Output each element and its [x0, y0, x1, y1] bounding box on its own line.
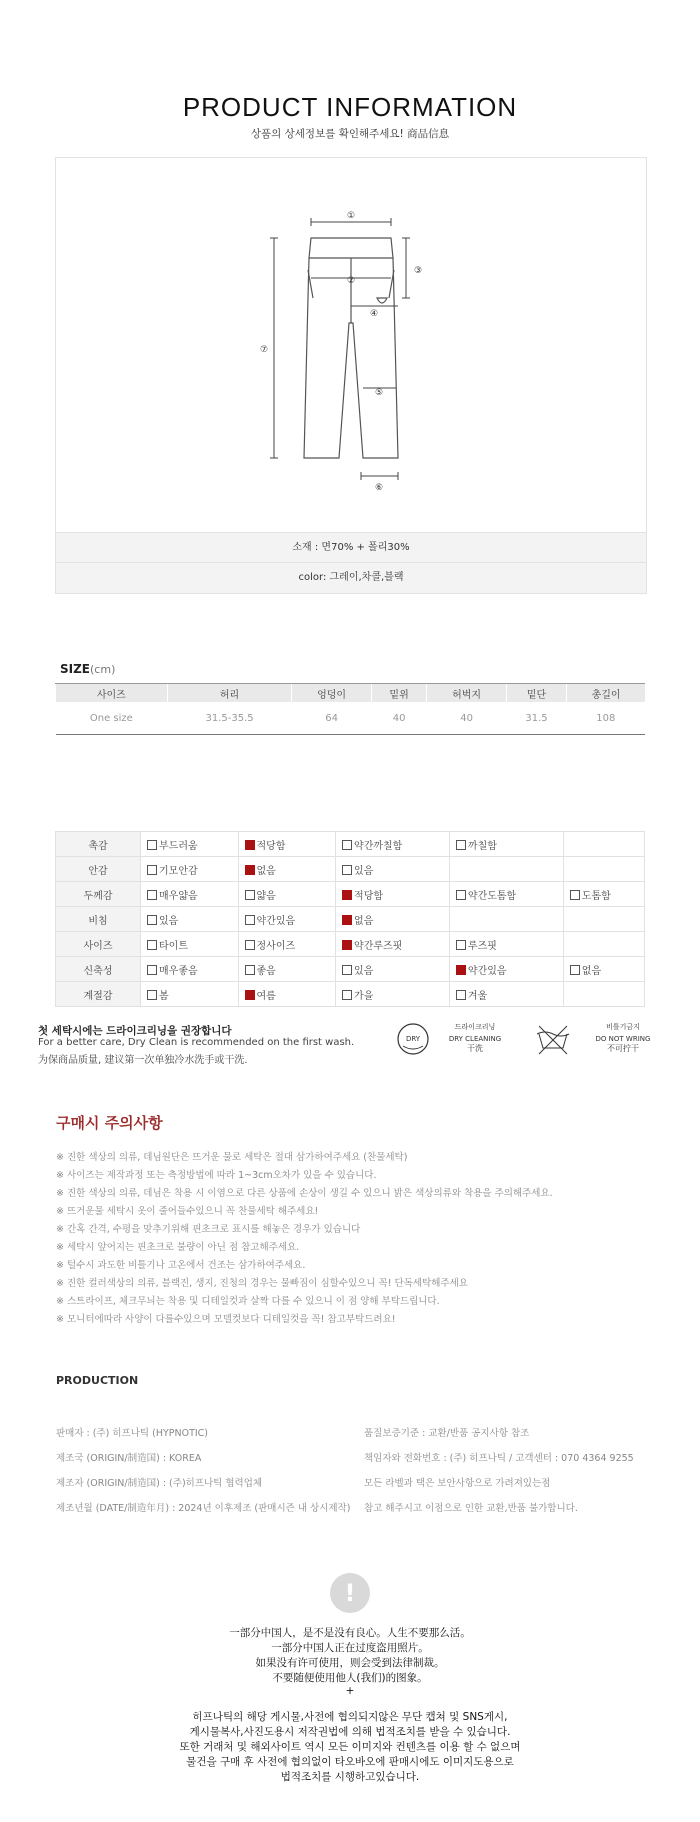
feel-option-cell — [563, 882, 644, 907]
pants-diagram-box — [55, 157, 647, 534]
feel-option-cell — [449, 982, 563, 1007]
checked-checkbox — [245, 840, 255, 850]
wash-notice: 첫 세탁시에는 드라이크리닝을 권장합니다 — [38, 1025, 232, 1037]
unchecked-checkbox — [245, 965, 255, 975]
feel-option-label: 없음 — [256, 865, 276, 877]
page-subtitle: 상품의 상세정보를 확인해주세요! 商品信息 — [250, 128, 450, 140]
production-info: 제조년월 (DATE/制造年月) : 2024년 이후제조 (판매시즌 내 상시제작) — [56, 1503, 351, 1514]
caution-title: 구매시 주의사항 — [56, 1114, 163, 1132]
feel-option-cell — [238, 982, 336, 1007]
unchecked-checkbox — [570, 965, 580, 975]
feel-option-cell — [563, 982, 644, 1007]
feel-option-label: 적당함 — [256, 840, 286, 852]
unchecked-checkbox — [245, 890, 255, 900]
notice-line: 물건을 구매 후 사전에 협의없이 타오바오에 판매시에도 이미지도용으로 — [186, 1756, 514, 1768]
unchecked-checkbox — [456, 940, 466, 950]
unchecked-checkbox — [147, 890, 157, 900]
unchecked-checkbox — [147, 865, 157, 875]
feel-option-label: 도톰함 — [581, 890, 611, 902]
caution-note: ※ 세탁시 앞어지는 핀초크로 불량이 아닌 점 참고해주세요. — [56, 1242, 300, 1253]
size-col-header: 엉덩이 — [292, 684, 372, 703]
production-info: 책임자와 전화번호 : (주) 히프나틱 / 고객센터 : 070 4364 9255 — [364, 1453, 634, 1464]
caution-note: ※ 진한 색상의 의류, 데님은 착용 시 이염으로 다른 상품에 손상이 생길 수 있으니 밝은 색상의류와 착용을 주의해주세요. — [56, 1188, 553, 1199]
unchecked-checkbox — [147, 940, 157, 950]
feel-option-cell — [563, 932, 644, 957]
production-info: 제조자 (ORIGIN/制造国) : (주)히프나틱 협력업체 — [56, 1478, 263, 1489]
feel-option-cell — [141, 932, 239, 957]
production-info: 모든 라벨과 택은 보안사항으로 가려져있는점 — [364, 1478, 551, 1489]
feel-option-cell — [449, 907, 563, 932]
feel-option-cell — [141, 857, 239, 882]
feel-option-label: 있음 — [354, 865, 374, 877]
feel-option-label: 있음 — [159, 915, 179, 927]
feel-option-cell — [449, 882, 563, 907]
size-cell: 64 — [292, 702, 372, 735]
unchecked-checkbox — [342, 990, 352, 1000]
checked-checkbox — [342, 890, 352, 900]
caution-note: ※ 스트라이프, 체크무늬는 착용 및 디테일컷과 살짝 다를 수 있으니 이 점 양해 부탁드립니다. — [56, 1296, 440, 1307]
exclamation-icon: ! — [330, 1573, 370, 1613]
unchecked-checkbox — [456, 890, 466, 900]
caution-note: ※ 뜨거운물 세탁시 옷이 줄어들수있으니 꼭 찬물세탁 해주세요! — [56, 1206, 319, 1217]
feel-option-cell — [449, 932, 563, 957]
feel-option-label: 약간있음 — [467, 965, 507, 977]
feel-option-label: 가을 — [354, 990, 374, 1002]
unchecked-checkbox — [456, 840, 466, 850]
production-info: 제조국 (ORIGIN/制造国) : KOREA — [56, 1453, 202, 1464]
feel-option-label: 약간루즈핏 — [354, 940, 403, 952]
feel-option-label: 좋음 — [256, 965, 276, 977]
size-table — [55, 683, 645, 735]
caution-note: ※ 진한 색상의 의류, 데님원단은 뜨거운 물로 세탁은 절대 삼가하여주세요 (찬물세탁) — [56, 1152, 408, 1163]
feel-row — [56, 882, 645, 907]
checked-checkbox — [342, 915, 352, 925]
label-5: ⑤ — [374, 388, 384, 398]
pants-measurement-diagram — [56, 158, 646, 533]
feel-option-cell — [336, 857, 450, 882]
feel-option-cell — [238, 907, 336, 932]
size-col-header: 밑위 — [371, 684, 427, 703]
feel-option-label: 기모안감 — [159, 865, 198, 877]
feel-option-cell — [336, 907, 450, 932]
feel-option-cell — [336, 957, 450, 982]
feel-option-label: 약간까칠함 — [354, 840, 403, 852]
wash-notice-en: For a better care, Dry Clean is recommended on the first wash. — [38, 1037, 355, 1048]
feel-option-cell — [141, 982, 239, 1007]
feel-option-cell — [238, 882, 336, 907]
feel-option-cell — [336, 982, 450, 1007]
production-info: 판매자 : (주) 히프나틱 (HYPNOTIC) — [56, 1428, 209, 1439]
size-heading: SIZE(cm) — [60, 662, 116, 676]
notice-line: 법적조치를 시행하고있습니다. — [280, 1771, 420, 1783]
feel-option-cell — [449, 857, 563, 882]
unchecked-checkbox — [570, 890, 580, 900]
svg-text:DRY: DRY — [405, 1035, 421, 1043]
caution-note: ※ 사이즈는 제작과정 또는 측정방법에 따라 1~3cm오차가 있을 수 있습니다. — [56, 1170, 377, 1181]
unchecked-checkbox — [147, 990, 157, 1000]
feel-label: 비침 — [56, 907, 141, 932]
unchecked-checkbox — [456, 990, 466, 1000]
feel-label: 안감 — [56, 857, 141, 882]
notice-line: 또한 거래처 및 해외사이트 역시 모든 이미지와 컨텐츠를 이용 할 수 없으며 — [179, 1741, 521, 1753]
dry-cleaning-icon: 드라이크리닝 DRY CLEANING 干洗 — [448, 1023, 502, 1053]
feel-option-label: 약간도톰함 — [467, 890, 517, 902]
feel-label: 사이즈 — [56, 932, 141, 957]
feel-row — [56, 932, 645, 957]
caution-note: ※ 털수시 과도한 비틀기나 고온에서 건조는 삼가하여주세요. — [56, 1260, 306, 1271]
wash-notice-cn: 为保商品质量, 建议第一次单独冷水洗手或干洗. — [38, 1055, 248, 1066]
size-col-header: 밑단 — [506, 684, 566, 703]
caution-note: ※ 모니터에따라 사양이 다를수있으며 모델컷보다 디테일컷을 꼭! 참고부탁드려요! — [56, 1314, 396, 1325]
material-row: 소재 : 면70% + 폴리30% — [55, 532, 647, 564]
feel-option-label: 없음 — [581, 965, 602, 977]
size-col-header: 허벅지 — [427, 684, 507, 703]
checked-checkbox — [245, 990, 255, 1000]
label-6: ⑥ — [374, 483, 384, 493]
unchecked-checkbox — [245, 915, 255, 925]
feel-option-label: 봄 — [159, 990, 169, 1002]
feel-row — [56, 857, 645, 882]
size-cell: 40 — [427, 702, 507, 735]
unchecked-checkbox — [342, 840, 352, 850]
feel-option-label: 매우얇음 — [159, 890, 198, 902]
feel-option-label: 까칠함 — [467, 840, 497, 852]
production-info: 참고 해주시고 이점으로 인한 교환,반품 불가합니다. — [364, 1503, 578, 1514]
size-cell: 40 — [371, 702, 427, 735]
feel-option-label: 루즈핏 — [467, 940, 497, 952]
feel-row — [56, 907, 645, 932]
notice-line: 一部分中国人，是不是没有良心。人生不要那么活。 — [229, 1627, 471, 1639]
notice-line: 게시물복사,사진도용시 저작권법에 의해 법적조치를 받을 수 있습니다. — [189, 1726, 511, 1738]
size-col-header: 사이즈 — [56, 684, 168, 703]
label-2: ② — [346, 276, 356, 286]
feel-option-label: 얇음 — [256, 890, 276, 902]
notice-line: 不要随便使用他人(我们)的图象。 — [272, 1672, 428, 1684]
feel-option-label: 매우좋음 — [159, 965, 198, 977]
unchecked-checkbox — [147, 965, 157, 975]
dry-clean-icon — [383, 1022, 443, 1058]
feel-row — [56, 957, 645, 982]
production-info: 품질보증기준 : 교환/반품 공지사항 참조 — [364, 1428, 530, 1439]
label-3: ③ — [413, 266, 423, 276]
notice-line: + — [345, 1685, 355, 1697]
feel-option-label: 적당함 — [354, 890, 384, 902]
label-7: ⑦ — [259, 345, 269, 355]
caution-note: ※ 진한 컬러색상의 의류, 블랙진, 생지, 진청의 경우는 물빠짐이 심할수있으니 꼭! 단독세탁해주세요 — [56, 1278, 468, 1289]
feel-option-cell — [563, 832, 644, 857]
size-cell: 31.5 — [506, 702, 566, 735]
feel-option-cell — [563, 907, 644, 932]
feel-option-label: 약간있음 — [256, 915, 296, 927]
unchecked-checkbox — [342, 865, 352, 875]
notice-line: 如果没有许可使用，则会受到法律制裁。 — [255, 1657, 445, 1669]
unchecked-checkbox — [245, 940, 255, 950]
unchecked-checkbox — [147, 840, 157, 850]
checked-checkbox — [245, 865, 255, 875]
feel-option-cell — [336, 932, 450, 957]
feel-option-label: 정사이즈 — [256, 940, 296, 952]
unchecked-checkbox — [147, 915, 157, 925]
fabric-feel-table — [55, 831, 645, 1007]
feel-option-label: 있음 — [354, 965, 374, 977]
feel-label: 두께감 — [56, 882, 141, 907]
label-4: ④ — [369, 309, 379, 319]
caution-note: ※ 간혹 간격, 수평을 맞추기위해 핀초크로 표시를 해놓은 경우가 있습니다 — [56, 1224, 361, 1235]
size-cell: 31.5-35.5 — [167, 702, 292, 735]
size-cell: 108 — [567, 702, 645, 735]
feel-option-cell — [238, 832, 336, 857]
checked-checkbox — [456, 965, 466, 975]
feel-option-cell — [449, 832, 563, 857]
feel-option-cell — [141, 832, 239, 857]
checked-checkbox — [342, 940, 352, 950]
feel-label: 신축성 — [56, 957, 141, 982]
size-cell: One size — [56, 702, 168, 735]
label-1: ① — [346, 211, 356, 221]
feel-label: 계절감 — [56, 982, 141, 1007]
feel-label: 촉감 — [56, 832, 141, 857]
do-not-wring-icon: 비틀기금지 DO NOT WRING 不可拧干 — [595, 1023, 651, 1053]
feel-option-cell — [336, 832, 450, 857]
size-col-header: 총길이 — [567, 684, 645, 703]
feel-option-label: 타이트 — [159, 940, 188, 952]
feel-option-cell — [238, 957, 336, 982]
unchecked-checkbox — [342, 965, 352, 975]
feel-option-cell — [141, 882, 239, 907]
feel-option-cell — [141, 957, 239, 982]
feel-option-cell — [563, 857, 644, 882]
feel-option-label: 여름 — [256, 990, 276, 1002]
feel-option-label: 부드러움 — [159, 840, 198, 852]
production-title: PRODUCTION — [56, 1374, 139, 1387]
size-col-header: 허리 — [167, 684, 292, 703]
notice-line: 히프나틱의 해당 게시물,사전에 협의되지않은 무단 캡쳐 및 SNS게시, — [192, 1711, 508, 1723]
feel-row — [56, 832, 645, 857]
notice-line: 一部分中国人正在过度盗用照片。 — [271, 1642, 429, 1654]
feel-row — [56, 982, 645, 1007]
feel-option-cell — [449, 957, 563, 982]
feel-option-cell — [563, 957, 644, 982]
feel-option-cell — [336, 882, 450, 907]
feel-option-cell — [238, 857, 336, 882]
no-wash-icon — [523, 1022, 583, 1058]
feel-option-label: 없음 — [354, 915, 374, 927]
color-row: color: 그레이,차콜,블랙 — [55, 562, 647, 594]
page-title: PRODUCT INFORMATION — [182, 92, 518, 122]
feel-option-label: 겨울 — [467, 990, 488, 1002]
feel-option-cell — [238, 932, 336, 957]
feel-option-cell — [141, 907, 239, 932]
